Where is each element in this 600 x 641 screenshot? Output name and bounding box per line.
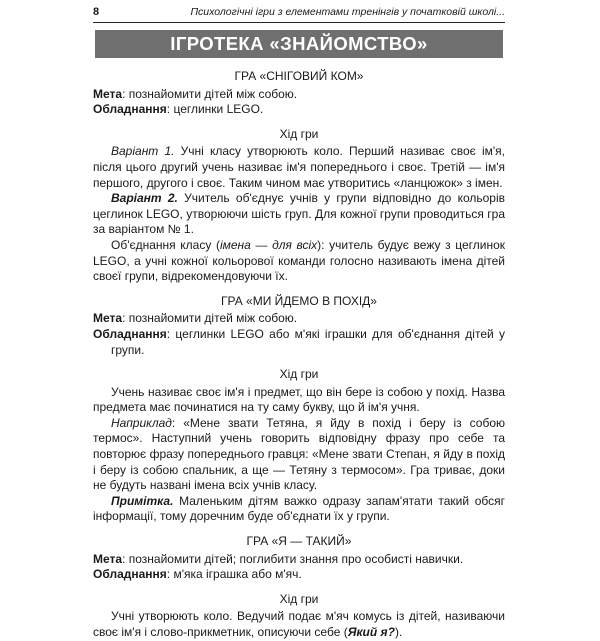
equipment-label: Обладнання xyxy=(93,102,167,117)
example-paragraph xyxy=(93,416,505,494)
goal-text: : познайомити дітей; поглибити знання про особисті навички. xyxy=(122,551,464,566)
equipment-line xyxy=(93,327,505,358)
course-heading: Хід гри xyxy=(279,367,319,382)
rules-paragraph: Учень називає своє ім'я і предмет, що він бере із собою у похід. Назва предмета має починатися на ту саму букву, що й ім'я учня. xyxy=(93,384,505,415)
equipment-line xyxy=(93,102,505,118)
equipment-text: : цеглинки LEGO або м'які іграшки для об'єднання дітей у групи. xyxy=(111,326,505,357)
variant-1-text: Учні класу утворюють коло. Перший називає своє ім'я, після цього другий учень називає ім'я попереднього і своє. Третій — ім'я першого, другого і своє. Таким чином має утворитись «ланцюжок» з імен. xyxy=(93,144,505,190)
goal-line xyxy=(93,552,505,568)
class-unite-paragraph xyxy=(93,238,505,285)
book-title: Психологічні ігри з елементами тренінгів у початковій школі... xyxy=(190,6,505,18)
game-title: ГРА «Я — ТАКИЙ» xyxy=(246,534,352,549)
page-body xyxy=(93,66,505,641)
example-text: : «Мене звати Тетяна, я йду в похід і беру із собою термос». Наступний учень говорить відповідну фразу про себе та повторює фразу попереднього гравця: «Мене звати Степан, я йду в похід і беру із собою спальник, а ще — Тетяну з термосом». Гра триває, доки не будуть названі імена всіх учнів класу. xyxy=(93,415,505,493)
unite-text-b: ): учитель будує вежу з цеглинок LEGO, а учні кожної кольорової команди голосно називають імена дітей своєї групи, відрекомендовуючи їх. xyxy=(93,237,506,284)
unite-text-a: Об'єднання класу ( xyxy=(111,237,220,252)
variant-2 xyxy=(93,191,505,238)
equipment-label: Обладнання xyxy=(93,326,167,341)
game-title: ГРА «СНІГОВИЙ КОМ» xyxy=(234,69,364,83)
variant-2-text: Учитель об'єднує учнів у групи відповідно до кольорів цеглинок LEGO, утворюючи шість груп. Для кожної групи проводиться гра за варіантом № 1. xyxy=(93,191,506,237)
course-heading: Хід гри xyxy=(279,591,319,606)
rules-emphasis: Який я? xyxy=(347,625,395,639)
equipment-label: Обладнання xyxy=(93,567,167,582)
note-label: Примітка. xyxy=(111,493,174,508)
equipment-text: : цеглинки LEGO. xyxy=(166,102,264,117)
example-label: Наприклад xyxy=(111,415,172,430)
rules-text-a: Учні утворюють коло. Ведучий подає м'яч комусь із дітей, називаючи своє ім'я і слово-прикметник, описуючи себе ( xyxy=(93,609,505,639)
variant-1-label: Варіант 1. xyxy=(111,144,175,159)
rules-text-b: ). xyxy=(394,625,403,639)
goal-text: : познайомити дітей між собою. xyxy=(122,86,298,101)
book-page xyxy=(93,0,506,639)
goal-label: Мета xyxy=(93,311,123,326)
equipment-text: : м'яка іграшка або м'яч. xyxy=(166,567,302,582)
variant-1 xyxy=(93,144,505,191)
variant-2-label: Варіант 2. xyxy=(111,191,178,206)
goal-text: : познайомити дітей між собою. xyxy=(122,311,298,326)
game-title: ГРА «МИ ЙДЕМО В ПОХІД» xyxy=(221,293,377,308)
note-paragraph xyxy=(93,494,505,525)
goal-line xyxy=(93,311,505,327)
course-heading: Хід гри xyxy=(279,126,319,141)
page-number: 8 xyxy=(93,6,100,18)
unite-emphasis: імена — для всіх xyxy=(219,237,318,252)
goal-label: Мета xyxy=(93,86,123,101)
note-text: Маленьким дітям важко одразу запам'ятати такий обсяг інформації, тому доречним буде об'єднати їх у групи. xyxy=(93,493,505,524)
section-banner: ІГРОТЕКА «ЗНАЙОМСТВО» xyxy=(95,30,503,58)
goal-label: Мета xyxy=(93,551,123,566)
rules-paragraph xyxy=(93,609,505,640)
equipment-line xyxy=(93,567,505,583)
running-header xyxy=(93,4,505,23)
goal-line xyxy=(93,87,505,103)
